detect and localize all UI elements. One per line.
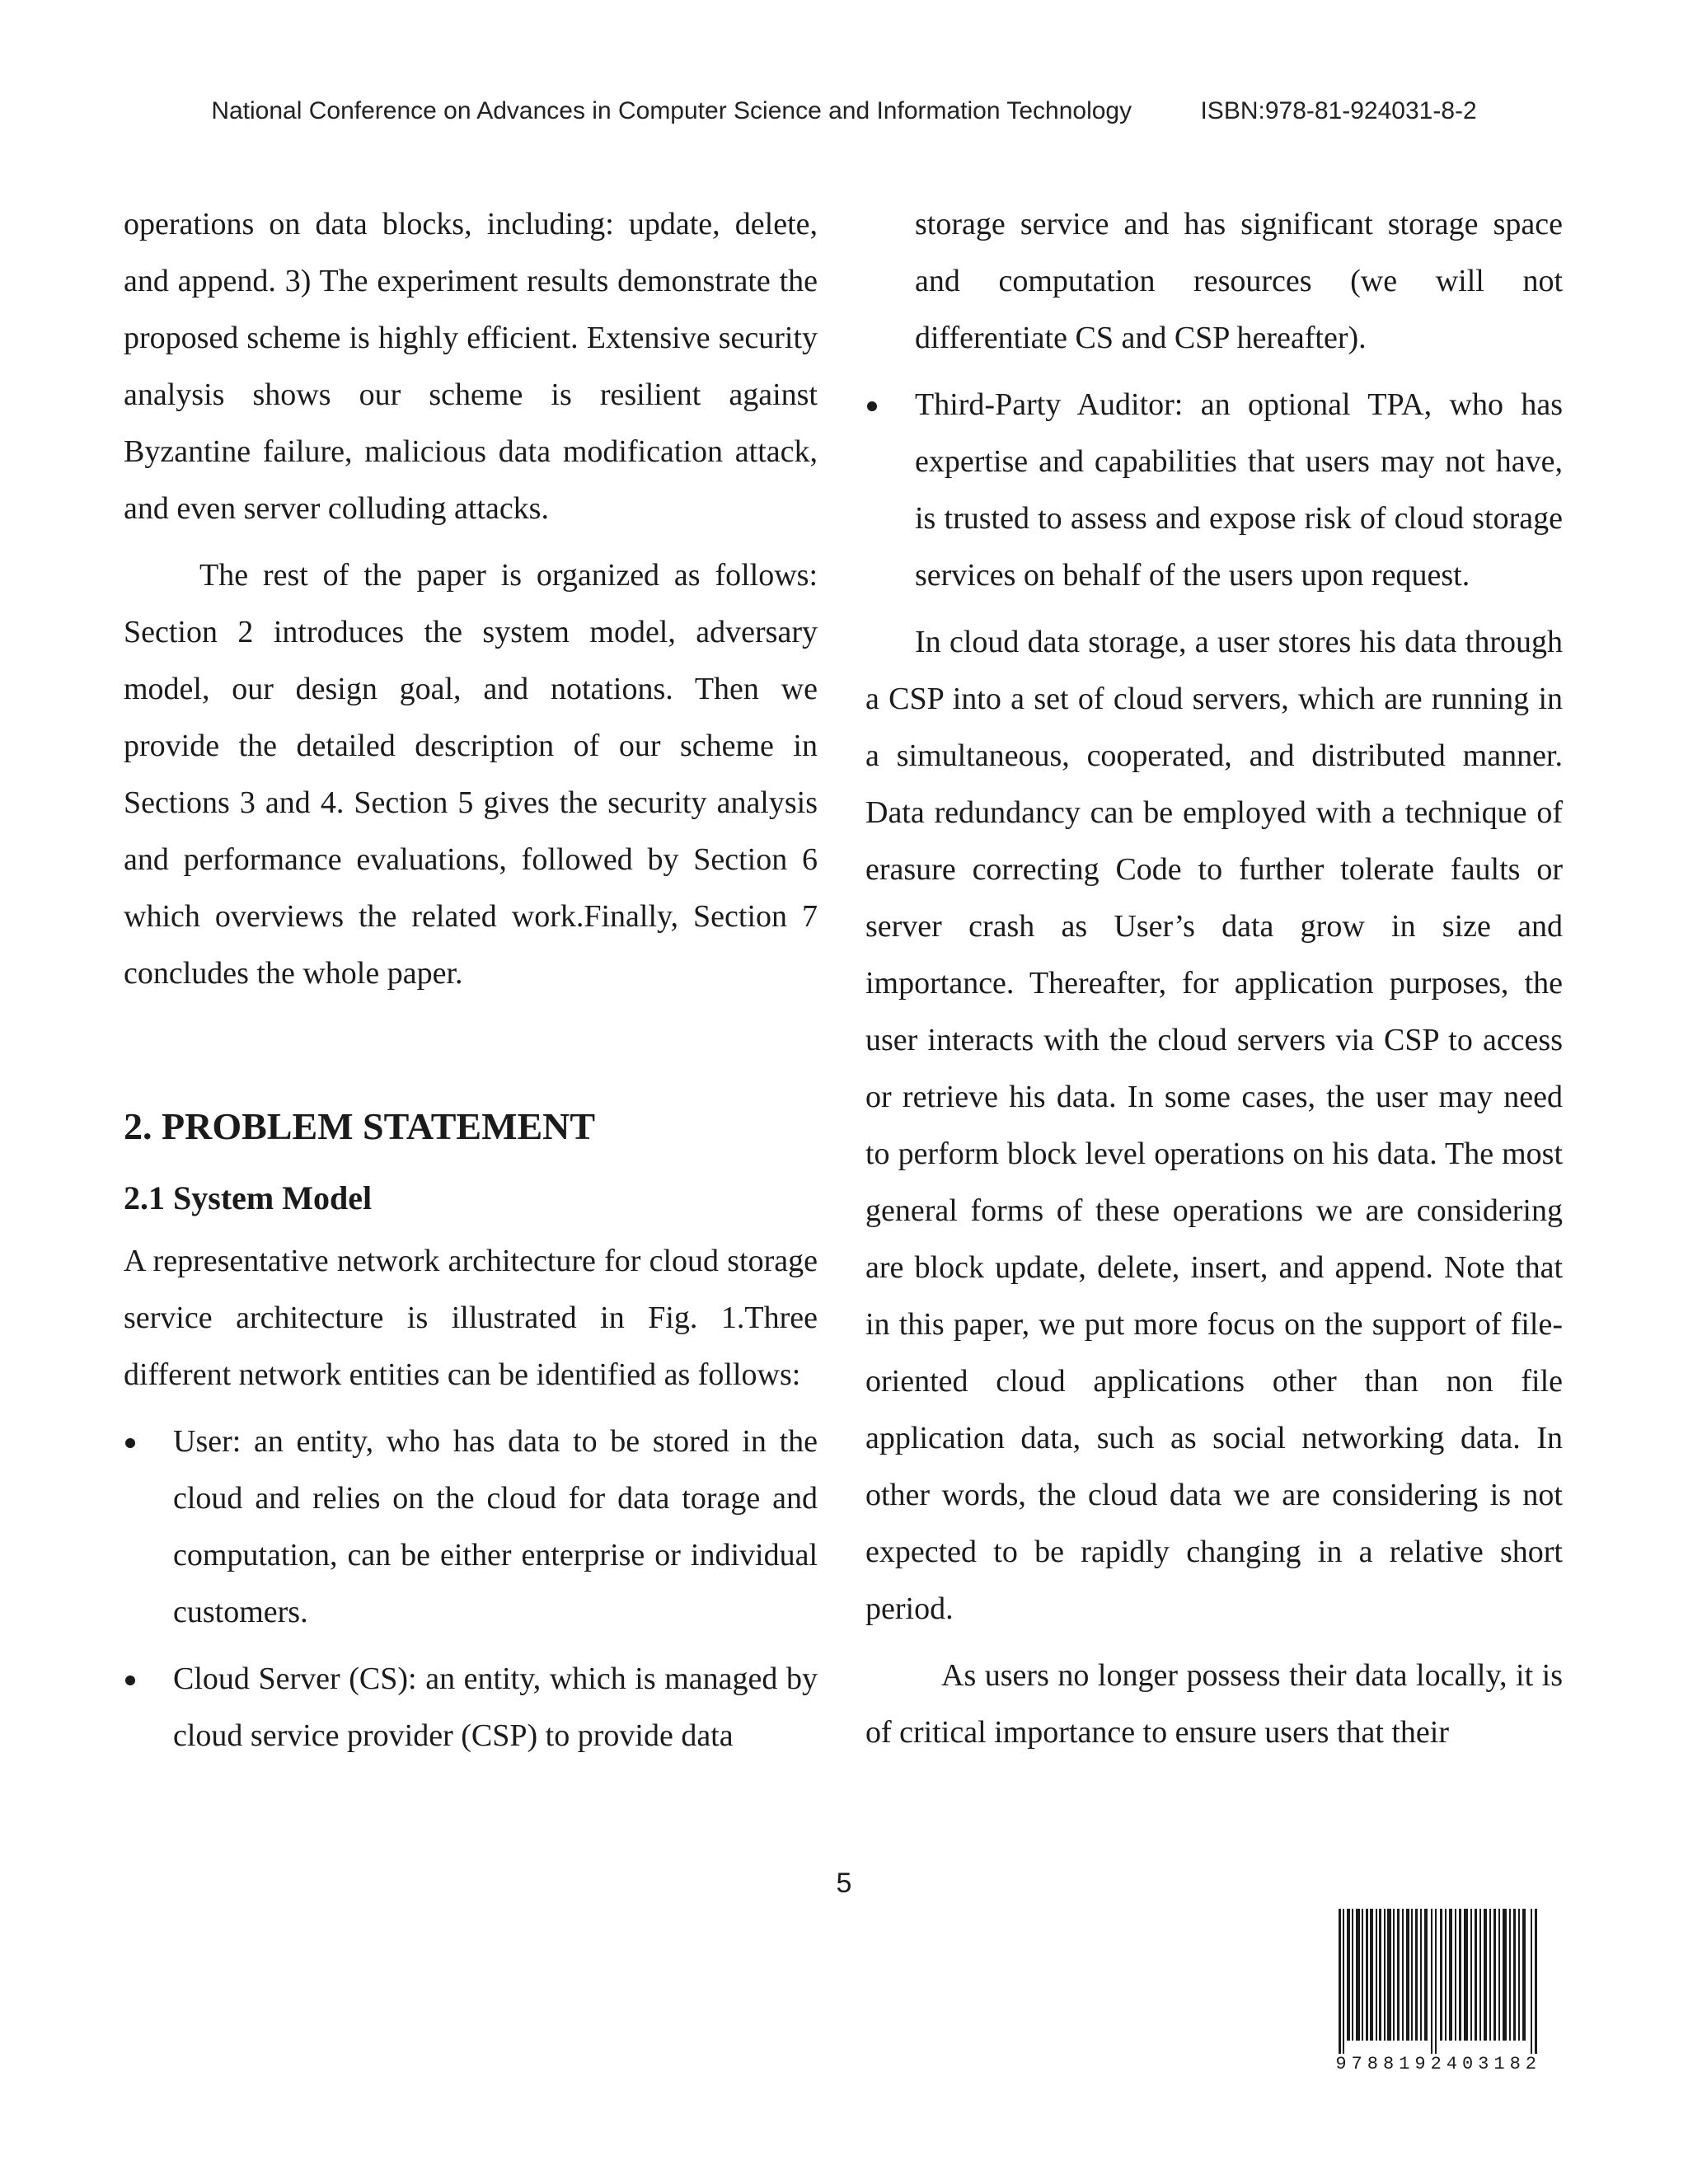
bullet-continuation: storage service and has significant storage space and computation resources (we will not differentiate CS and CSP hereafter).: [915, 207, 1563, 355]
cloud-storage-paragraph: In cloud data storage, a user stores his data through a CSP into a set of cloud servers, which are running in a simultaneous, cooperated, and distributed manner. Data redundancy can be employed with a technique of erasure correcting Code to further tolerate faults or server crash as User’s data grow in size and importance. Thereafter, for application purposes, the user interacts with the cloud servers via CSP to access or retrieve his data. In some cases, the user may need to perform block level operations on his data. The most general forms of these operations we are considering are block update, delete, insert, and append. Note that in this paper, we put more focus on the support of file-oriented cloud applications other than non file application data, such as social networking data. In other words, the cloud data we are considering is not expected to be rapidly changing in a relative short period.: [865, 625, 1563, 1626]
running-header: [0, 97, 1688, 125]
list-item-text: Third-Party Auditor: an optional TPA, who has expertise and capabilities that users may not have, is trusted to assess and expose risk of cloud storage services on behalf of the users upon request.: [915, 387, 1563, 593]
final-paragraph: As users no longer possess their data locally, it is of critical importance to ensure users that their: [865, 1658, 1563, 1750]
page-number: 5: [836, 1868, 852, 1899]
entity-list-continued: [865, 377, 1563, 604]
barcode-icon: [1339, 1909, 1540, 2054]
bullet-icon: [125, 1675, 135, 1685]
intro-tail-paragraph: operations on data blocks, including: update, delete, and append. 3) The experiment results demonstrate the proposed scheme is highly efficient. Extensive security analysis shows our scheme is resilient against Byzantine failure, malicious data modification attack, and even server colluding attacks.: [124, 207, 818, 526]
barcode-digits: 9788192403182: [1335, 2054, 1541, 2074]
bullet-icon: [125, 1438, 135, 1448]
isbn: ISBN:978-81-924031-8-2: [1200, 97, 1477, 124]
left-column: [124, 196, 818, 1765]
entity-list: [124, 1413, 818, 1765]
conference-title: National Conference on Advances in Computer Science and Information Technology: [211, 97, 1132, 124]
list-item: [124, 1651, 818, 1765]
system-model-intro: A representative network architecture for cloud storage service architecture is illustrated in Fig. 1.Three different network entities can be identified as follows:: [124, 1244, 818, 1392]
list-item-text: User: an entity, who has data to be stored in the cloud and relies on the cloud for data torage and computation, can be either enterprise or individual customers.: [173, 1424, 818, 1629]
list-item: [865, 377, 1563, 604]
organization-paragraph: The rest of the paper is organized as follows: Section 2 introduces the system model, adversary model, our design goal, and notations. Then we provide the detailed description of our scheme in Sections 3 and 4. Section 5 gives the security analysis and performance evaluations, followed by Section 6 which overviews the related work.Finally, Section 7 concludes the whole paper.: [124, 558, 818, 991]
subsection-heading: 2.1 System Model: [124, 1179, 373, 1216]
list-item: [124, 1413, 818, 1641]
bullet-icon: [867, 401, 877, 411]
section-heading: 2. PROBLEM STATEMENT: [124, 1105, 596, 1147]
isbn-barcode: [1322, 1909, 1541, 2080]
right-column: [865, 196, 1563, 1761]
list-item-text: Cloud Server (CS): an entity, which is managed by cloud service provider (CSP) to provide data: [173, 1661, 818, 1753]
